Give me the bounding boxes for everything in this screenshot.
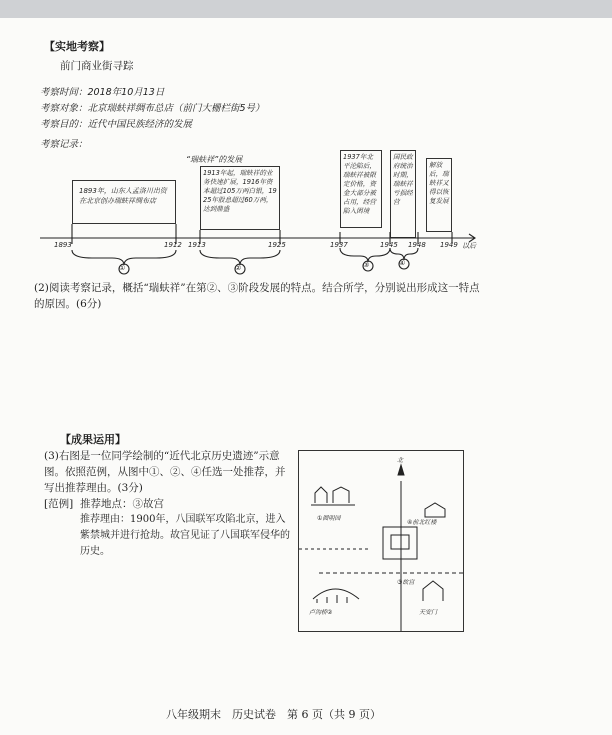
year-1948: 1948: [408, 241, 426, 249]
investigation-title: 前门商业街寻踪: [60, 60, 134, 72]
section-title-field-study: 【实地考察】: [44, 40, 110, 53]
example-label: [范例]: [44, 498, 74, 510]
year-1912: 1912: [164, 241, 182, 249]
map-drawing: [299, 451, 463, 631]
timeline-axis: [0, 18, 612, 288]
map-north-label: 北: [397, 457, 404, 464]
map-label-2: ④前北红楼: [407, 519, 437, 526]
map-label-3: ③故宫: [397, 579, 415, 586]
stage-marker-3: ③: [363, 261, 370, 269]
year-1945: 1945: [380, 241, 398, 249]
stage-marker-1: ①: [119, 264, 126, 272]
stage-marker-2: ②: [235, 264, 242, 272]
year-1913: 1913: [188, 241, 206, 249]
question-3: (3)右图是一位同学绘制的“近代北京历史遗迹”示意图。依照范例，从图中①、②、④任选一处推荐，并写出推荐理由。(3分): [44, 450, 286, 494]
historic-sites-map: [298, 450, 464, 632]
stage-marker-4: ④: [399, 259, 406, 267]
timeline-box-1913: 1913年起，瑞蚨祥的业务快速扩展，1916年资本超过105万两白银，1925年股息超过60万两，达到鼎盛: [200, 166, 280, 230]
map-label-1: ①圆明园: [317, 515, 341, 522]
timeline-box-1949: 解放后，瑞蚨祥又得以恢复发展: [426, 158, 452, 232]
year-1949: 1949: [440, 241, 458, 249]
timeline-box-1945: 国民政府统治时期，瑞蚨祥亏损经营: [390, 150, 416, 238]
question-2: (2)阅读考察记录，概括“瑞蚨祥”在第②、③阶段发展的特点。结合所学，分别说出形成这一特点的原因。(6分): [34, 282, 480, 310]
record-time: 考察时间：2018年10月13日: [40, 87, 165, 98]
record-notes-label: 考察记录：: [40, 139, 88, 150]
development-title: “瑞蚨祥”的发展: [186, 155, 243, 164]
year-1925: 1925: [268, 241, 286, 249]
timeline-box-1893: 1893年，山东人孟洛川出资在北京创办瑞蚨祥绸布店: [72, 180, 176, 224]
map-label-5: 天安门: [419, 609, 438, 616]
example-reason: 推荐理由：1900年，八国联军攻陷北京，进入紫禁城并进行抢劫。故宫见证了八国联军侵华的历史。: [80, 514, 290, 557]
year-1937: 1937: [330, 241, 348, 249]
map-label-4: 卢沟桥②: [309, 609, 333, 616]
example-place: 推荐地点：③故宫: [80, 498, 164, 510]
year-label-later: 以后: [462, 242, 476, 250]
timeline-box-1937: 1937年北平沦陷后，瑞蚨祥被限定价格，资金大部分被占用，经营陷入困境: [340, 150, 382, 228]
year-1893: 1893: [54, 241, 72, 249]
record-object: 考察对象：北京瑞蚨祥绸布总店（前门大栅栏街5号）: [40, 103, 265, 114]
page-footer: 八年级期末 历史试卷 第 6 页（共 9 页）: [166, 708, 381, 721]
record-purpose: 考察目的：近代中国民族经济的发展: [40, 119, 193, 130]
section-title-application: 【成果运用】: [60, 433, 126, 446]
